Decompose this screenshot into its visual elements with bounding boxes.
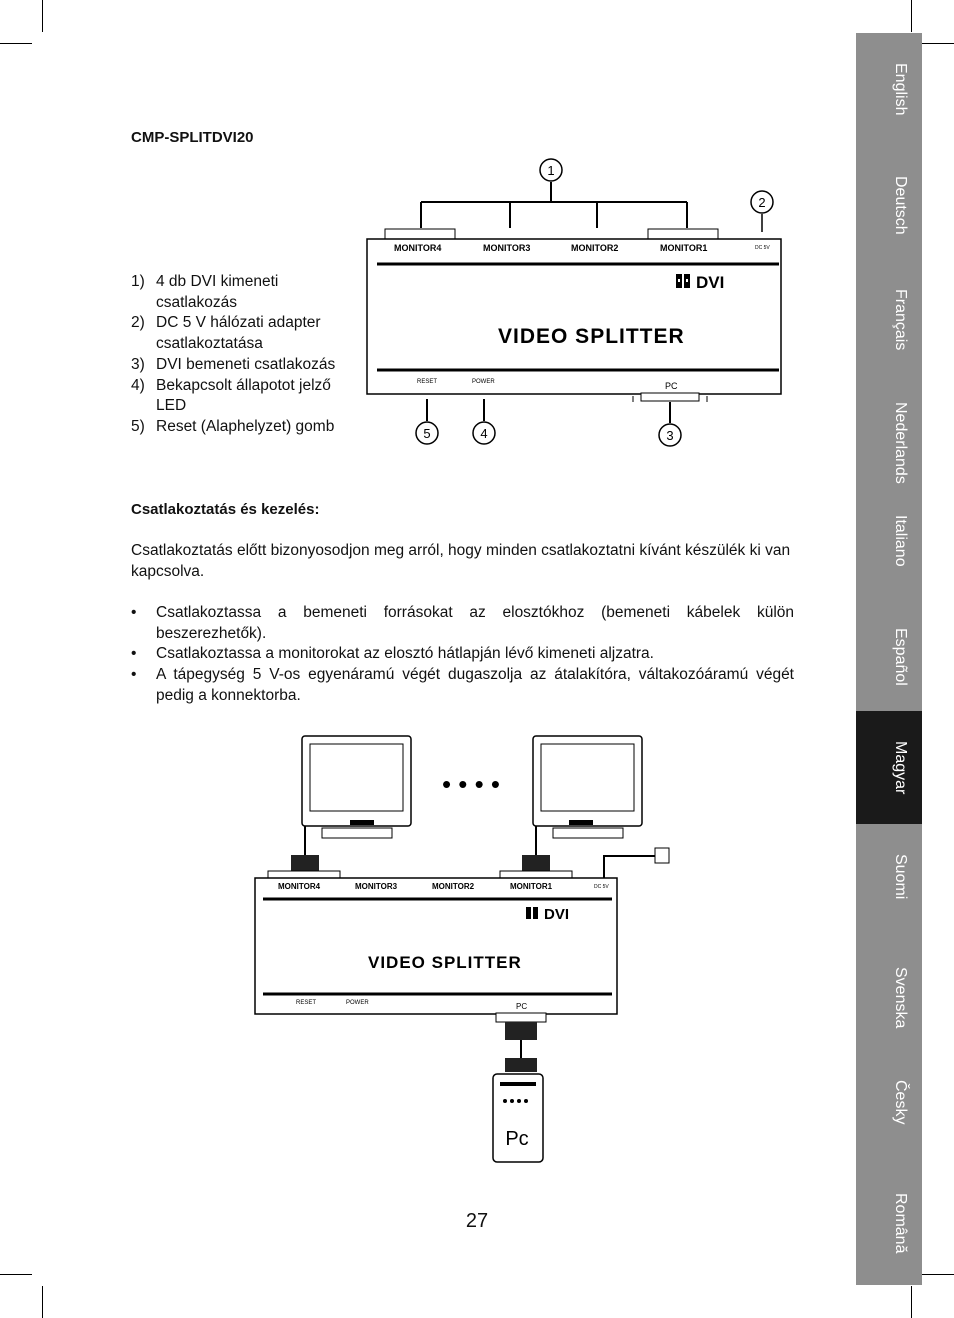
reset-label: RESET	[417, 379, 438, 385]
power-label: POWER	[346, 1000, 369, 1006]
callout-4	[473, 422, 495, 444]
svg-text:5: 5	[423, 426, 431, 441]
bullet-icon: •	[131, 666, 137, 684]
feature-list	[131, 272, 346, 438]
crop-mark	[0, 43, 32, 44]
reset-label: RESET	[296, 1000, 317, 1006]
port-label-monitor4: MONITOR4	[394, 243, 442, 253]
brand-label: DVI	[696, 273, 725, 292]
tab-label: Česky	[892, 1080, 909, 1125]
crop-mark	[922, 43, 954, 44]
port-label-monitor2: MONITOR2	[571, 243, 619, 253]
instruction-item	[131, 603, 794, 644]
tab-english[interactable]	[856, 33, 922, 146]
product-label: VIDEO SPLITTER	[498, 325, 685, 348]
dc-label: DC 5V	[755, 245, 770, 251]
tab-label: Nederlands	[892, 402, 909, 484]
port-label-monitor3: MONITOR3	[355, 882, 398, 891]
tab-label: Suomi	[892, 854, 909, 900]
svg-text:1: 1	[547, 163, 555, 178]
pc-port-label: PC	[516, 1002, 528, 1011]
instruction-text: A tápegység 5 V-os egyenáramú végét dugaszolja az átalakítóra, váltakozóáramú végét pedig a konnektorba.	[156, 666, 794, 704]
crop-mark	[42, 0, 43, 32]
feature-number: 5)	[131, 417, 145, 435]
model-title: CMP-SPLITDVI20	[131, 129, 254, 146]
feature-item	[131, 313, 346, 354]
callout-1	[540, 159, 562, 181]
port-label-monitor2: MONITOR2	[432, 882, 475, 891]
feature-text: DVI bemeneti csatlakozás	[156, 355, 336, 373]
ellipsis-dots: • • • •	[441, 769, 501, 799]
feature-number: 3)	[131, 355, 145, 373]
tab-deutsch[interactable]	[856, 146, 922, 259]
tab-cesky[interactable]	[856, 1050, 922, 1163]
svg-text:3: 3	[666, 428, 674, 443]
callout-3	[659, 424, 681, 446]
feature-number: 4)	[131, 376, 145, 394]
instruction-list	[131, 603, 794, 707]
tab-label: Español	[892, 628, 909, 686]
tab-nederlands[interactable]	[856, 372, 922, 485]
pc-port-label: PC	[665, 381, 678, 391]
callout-5	[416, 422, 438, 444]
feature-text: Bekapcsolt állapotot jelző LED	[156, 376, 331, 415]
svg-text:4: 4	[480, 426, 488, 441]
tab-label: Italiano	[892, 515, 909, 567]
feature-item	[131, 272, 346, 313]
tab-francais[interactable]	[856, 259, 922, 372]
pc-tower-icon	[493, 1074, 543, 1162]
monitor-icon	[533, 736, 642, 838]
instruction-text: Csatlakoztassa a monitorokat az elosztó hátlapján lévő kimeneti aljzatra.	[156, 645, 654, 663]
feature-text: DC 5 V hálózati adapter csatlakoztatása	[156, 314, 321, 353]
tab-label: Deutsch	[892, 176, 909, 235]
feature-item	[131, 355, 346, 376]
port-label-monitor3: MONITOR3	[483, 243, 531, 253]
crop-mark	[922, 1274, 954, 1275]
tab-svenska[interactable]	[856, 937, 922, 1050]
tab-label: Română	[892, 1193, 909, 1254]
tab-magyar[interactable]	[856, 711, 922, 824]
language-sidebar	[856, 33, 922, 1285]
feature-item	[131, 376, 346, 417]
tab-label: Français	[892, 289, 909, 351]
feature-number: 1)	[131, 273, 145, 290]
page-number: 27	[465, 1210, 489, 1232]
crop-mark	[0, 1274, 32, 1275]
instruction-item	[131, 665, 794, 706]
crop-mark	[911, 0, 912, 32]
tab-italiano[interactable]	[856, 485, 922, 598]
tab-label: Magyar	[892, 741, 909, 795]
svg-text:2: 2	[758, 195, 766, 210]
port-label-monitor1: MONITOR1	[660, 243, 708, 253]
product-label: VIDEO SPLITTER	[368, 953, 522, 972]
tab-romana[interactable]	[856, 1163, 922, 1276]
port-label-monitor4: MONITOR4	[278, 882, 321, 891]
power-label: POWER	[472, 379, 495, 385]
instruction-text: Csatlakoztassa a bemeneti forrásokat az elosztókhoz (bemeneti kábelek külön beszerezhetők).	[156, 604, 794, 642]
pc-box-label: Pc	[505, 1128, 529, 1150]
tab-suomi[interactable]	[856, 824, 922, 937]
feature-number: 2)	[131, 314, 145, 332]
crop-mark	[911, 1286, 912, 1318]
port-label-monitor1: MONITOR1	[510, 882, 553, 891]
monitor-icon	[302, 736, 411, 838]
feature-text: 4 db DVI kimeneti csatlakozás	[156, 273, 279, 311]
crop-mark	[42, 1286, 43, 1318]
callout-2	[751, 191, 773, 213]
section-heading: Csatlakoztatás és kezelés:	[131, 501, 320, 518]
tab-label: English	[892, 63, 909, 116]
tab-label: Svenska	[892, 967, 909, 1029]
feature-text: Reset (Alaphelyzet) gomb	[156, 417, 335, 435]
splitter-diagram	[355, 150, 795, 455]
feature-item	[131, 417, 346, 438]
setup-diagram	[250, 730, 680, 1170]
instruction-item	[131, 644, 794, 665]
dc-label: DC 5V	[594, 884, 609, 890]
intro-paragraph: Csatlakoztatás előtt bizonyosodjon meg arról, hogy minden csatlakoztatni kívánt készülék ki van kapcsolva.	[131, 542, 791, 580]
bullet-icon: •	[131, 645, 137, 663]
bullet-icon: •	[131, 604, 137, 621]
brand-label: DVI	[544, 906, 570, 923]
tab-espanol[interactable]	[856, 598, 922, 711]
